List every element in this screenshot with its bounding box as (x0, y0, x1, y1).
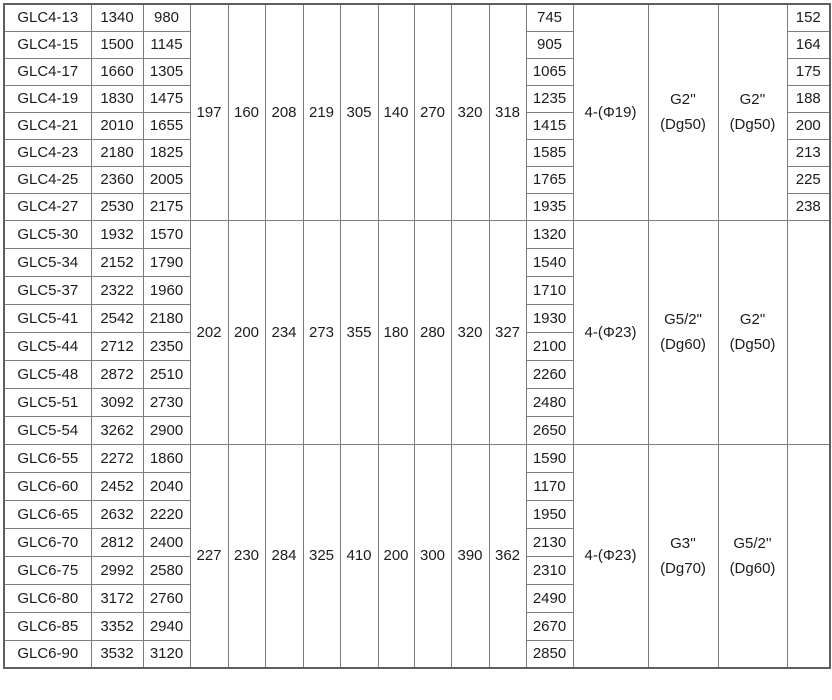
model-cell: GLC5-30 (4, 220, 91, 248)
value-cell: 745 (526, 4, 573, 31)
value-cell: 1340 (91, 4, 143, 31)
value-cell: 2670 (526, 612, 573, 640)
value-cell: 164 (787, 31, 830, 58)
table-row (4, 444, 830, 472)
value-cell: 1790 (143, 248, 190, 276)
value-cell: 2180 (91, 139, 143, 166)
value-cell: 1500 (91, 31, 143, 58)
table-row (4, 220, 830, 248)
value-cell: 2712 (91, 332, 143, 360)
connection-cell (648, 4, 718, 220)
model-cell: GLC4-23 (4, 139, 91, 166)
value-cell: 3262 (91, 416, 143, 444)
model-cell: GLC5-54 (4, 416, 91, 444)
dimension-cell: 160 (228, 4, 265, 220)
value-cell: 1930 (526, 304, 573, 332)
value-cell: 1655 (143, 112, 190, 139)
value-cell: 3120 (143, 640, 190, 668)
bolt-holes-cell: 4-(Φ23) (573, 444, 648, 668)
connection-size: G5/2" (664, 311, 702, 328)
dimension-cell: 300 (414, 444, 451, 668)
value-cell: 175 (787, 58, 830, 85)
model-cell: GLC4-15 (4, 31, 91, 58)
dimension-cell: 234 (265, 220, 303, 444)
value-cell: 2452 (91, 472, 143, 500)
value-cell: 225 (787, 166, 830, 193)
spec-table (3, 3, 831, 669)
value-cell: 1590 (526, 444, 573, 472)
model-cell: GLC6-60 (4, 472, 91, 500)
connection-cell (718, 444, 787, 668)
value-cell: 188 (787, 85, 830, 112)
dimension-cell: 284 (265, 444, 303, 668)
model-cell: GLC6-80 (4, 584, 91, 612)
value-cell: 2175 (143, 193, 190, 220)
value-cell: 1585 (526, 139, 573, 166)
dimension-cell: 280 (414, 220, 451, 444)
value-cell: 2005 (143, 166, 190, 193)
value-cell: 2650 (526, 416, 573, 444)
value-cell: 2730 (143, 388, 190, 416)
value-cell: 2360 (91, 166, 143, 193)
value-cell: 905 (526, 31, 573, 58)
connection-dg: (Dg50) (729, 116, 776, 134)
value-cell: 3092 (91, 388, 143, 416)
empty-cell (787, 220, 830, 444)
value-cell: 2850 (526, 640, 573, 668)
value-cell: 2322 (91, 276, 143, 304)
value-cell: 2272 (91, 444, 143, 472)
value-cell: 2992 (91, 556, 143, 584)
value-cell: 200 (787, 112, 830, 139)
value-cell: 3532 (91, 640, 143, 668)
value-cell: 2040 (143, 472, 190, 500)
value-cell: 1415 (526, 112, 573, 139)
model-cell: GLC5-34 (4, 248, 91, 276)
value-cell: 2530 (91, 193, 143, 220)
dimension-cell: 208 (265, 4, 303, 220)
dimension-cell: 200 (228, 220, 265, 444)
model-cell: GLC5-51 (4, 388, 91, 416)
value-cell: 1830 (91, 85, 143, 112)
dimension-cell: 230 (228, 444, 265, 668)
model-cell: GLC6-90 (4, 640, 91, 668)
dimension-cell: 320 (451, 220, 489, 444)
model-cell: GLC4-25 (4, 166, 91, 193)
dimension-cell: 202 (190, 220, 228, 444)
value-cell: 2220 (143, 500, 190, 528)
value-cell: 3172 (91, 584, 143, 612)
value-cell: 1145 (143, 31, 190, 58)
value-cell: 213 (787, 139, 830, 166)
dimension-cell: 273 (303, 220, 340, 444)
value-cell: 238 (787, 193, 830, 220)
value-cell: 2900 (143, 416, 190, 444)
dimension-cell: 390 (451, 444, 489, 668)
model-cell: GLC6-70 (4, 528, 91, 556)
dimension-cell: 355 (340, 220, 378, 444)
value-cell: 2872 (91, 360, 143, 388)
connection-dg: (Dg50) (729, 336, 776, 353)
value-cell: 1305 (143, 58, 190, 85)
bolt-holes-cell: 4-(Φ19) (573, 4, 648, 220)
value-cell: 2400 (143, 528, 190, 556)
connection-dg: (Dg60) (660, 336, 706, 353)
value-cell: 2152 (91, 248, 143, 276)
value-cell: 1320 (526, 220, 573, 248)
model-cell: GLC4-17 (4, 58, 91, 85)
model-cell: GLC5-37 (4, 276, 91, 304)
connection-size: G2'' (739, 91, 766, 109)
model-cell: GLC5-44 (4, 332, 91, 360)
value-cell: 2310 (526, 556, 573, 584)
value-cell: 2180 (143, 304, 190, 332)
empty-cell (787, 444, 830, 668)
value-cell: 1960 (143, 276, 190, 304)
value-cell: 2010 (91, 112, 143, 139)
value-cell: 2490 (526, 584, 573, 612)
connection-dg: (Dg50) (660, 116, 706, 134)
value-cell: 1570 (143, 220, 190, 248)
value-cell: 1950 (526, 500, 573, 528)
value-cell: 1235 (526, 85, 573, 112)
value-cell: 1935 (526, 193, 573, 220)
value-cell: 2260 (526, 360, 573, 388)
value-cell: 1765 (526, 166, 573, 193)
value-cell: 1540 (526, 248, 573, 276)
value-cell: 1475 (143, 85, 190, 112)
value-cell: 1932 (91, 220, 143, 248)
value-cell: 3352 (91, 612, 143, 640)
connection-cell (648, 444, 718, 668)
model-cell: GLC5-41 (4, 304, 91, 332)
dimension-cell: 410 (340, 444, 378, 668)
dimension-cell: 318 (489, 4, 526, 220)
connection-cell (648, 220, 718, 444)
model-cell: GLC6-55 (4, 444, 91, 472)
dimension-cell: 305 (340, 4, 378, 220)
value-cell: 1825 (143, 139, 190, 166)
model-cell: GLC6-85 (4, 612, 91, 640)
value-cell: 2812 (91, 528, 143, 556)
dimension-cell: 327 (489, 220, 526, 444)
model-cell: GLC4-27 (4, 193, 91, 220)
value-cell: 2100 (526, 332, 573, 360)
value-cell: 1710 (526, 276, 573, 304)
connection-size: G3'' (670, 534, 696, 552)
connection-cell (718, 220, 787, 444)
value-cell: 1860 (143, 444, 190, 472)
connection-size: G2'' (670, 91, 696, 109)
table-row (4, 4, 830, 31)
dimension-cell: 320 (451, 4, 489, 220)
dimension-cell: 270 (414, 4, 451, 220)
connection-dg: (Dg70) (660, 559, 706, 577)
dimension-cell: 227 (190, 444, 228, 668)
dimension-cell: 197 (190, 4, 228, 220)
value-cell: 2760 (143, 584, 190, 612)
dimension-cell: 325 (303, 444, 340, 668)
dimension-cell: 140 (378, 4, 414, 220)
value-cell: 980 (143, 4, 190, 31)
model-cell: GLC6-75 (4, 556, 91, 584)
dimension-cell: 362 (489, 444, 526, 668)
connection-cell (718, 4, 787, 220)
value-cell: 2580 (143, 556, 190, 584)
value-cell: 2510 (143, 360, 190, 388)
value-cell: 1065 (526, 58, 573, 85)
value-cell: 2940 (143, 612, 190, 640)
value-cell: 152 (787, 4, 830, 31)
model-cell: GLC4-13 (4, 4, 91, 31)
dimension-cell: 200 (378, 444, 414, 668)
value-cell: 2130 (526, 528, 573, 556)
value-cell: 2542 (91, 304, 143, 332)
value-cell: 1660 (91, 58, 143, 85)
value-cell: 1170 (526, 472, 573, 500)
bolt-holes-cell: 4-(Φ23) (573, 220, 648, 444)
connection-size: G2" (739, 311, 766, 328)
model-cell: GLC4-21 (4, 112, 91, 139)
dimension-cell: 180 (378, 220, 414, 444)
model-cell: GLC5-48 (4, 360, 91, 388)
connection-dg: (Dg60) (729, 559, 776, 577)
value-cell: 2480 (526, 388, 573, 416)
dimension-cell: 219 (303, 4, 340, 220)
value-cell: 2350 (143, 332, 190, 360)
value-cell: 2632 (91, 500, 143, 528)
model-cell: GLC4-19 (4, 85, 91, 112)
connection-size: G5/2'' (733, 534, 772, 552)
model-cell: GLC6-65 (4, 500, 91, 528)
